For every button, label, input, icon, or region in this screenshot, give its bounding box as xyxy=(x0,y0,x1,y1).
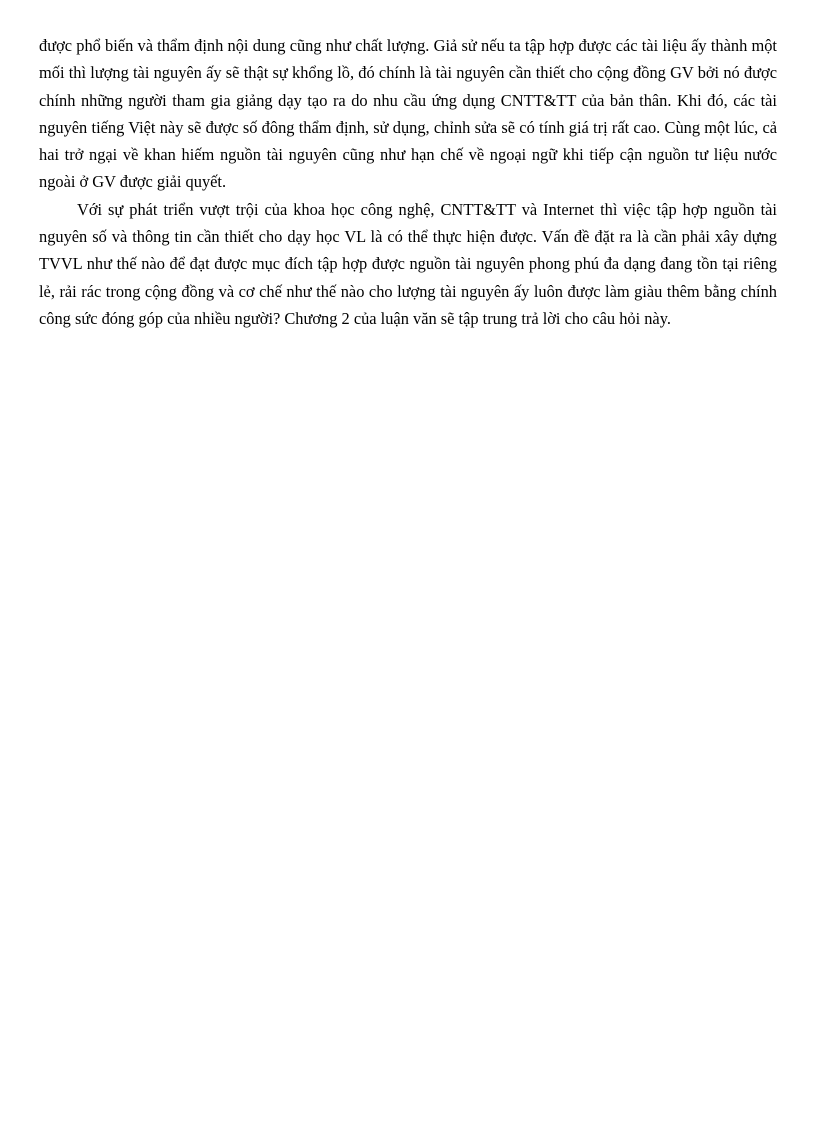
paragraph-second: Với sự phát triển vượt trội của khoa học công nghệ, CNTT&TT và Internet thì việc tập hợp nguồn tài nguyên số và thông tin cần thiết cho dạy học VL là có thể thực hiện được. Vấn đề đặt ra là cần phải xây dựng TVVL như thế nào để đạt được mục đích tập hợp được nguồn tài nguyên phong phú đa dạng đang tồn tại riêng lẻ, rải rác trong cộng đồng và cơ chế như thế nào cho lượng tài nguyên ấy luôn được làm giàu thêm bằng chính công sức đóng góp của nhiều người? Chương 2 của luận văn sẽ tập trung trả lời cho câu hỏi này. xyxy=(39,199,777,328)
paragraph-continued: được phổ biến và thẩm định nội dung cũng như chất lượng. Giả sử nếu ta tập hợp được các tài liệu ấy thành một mối thì lượng tài nguyên ấy sẽ thật sự khổng lồ, đó chính là tài nguyên cần thiết cho cộng đồng GV bởi nó được chính những người tham gia giảng dạy tạo ra do nhu cầu ứng dụng CNTT&TT của bản thân. Khi đó, các tài nguyên tiếng Việt này sẽ được số đông thẩm định, sử dụng, chỉnh sửa sẽ có tính giá trị rất cao. Cùng một lúc, cả hai trở ngại về khan hiếm nguồn tài nguyên cũng như hạn chế về ngoại ngữ khi tiếp cận nguồn tư liệu nước ngoài ở GV được giải quyết. xyxy=(39,36,777,192)
